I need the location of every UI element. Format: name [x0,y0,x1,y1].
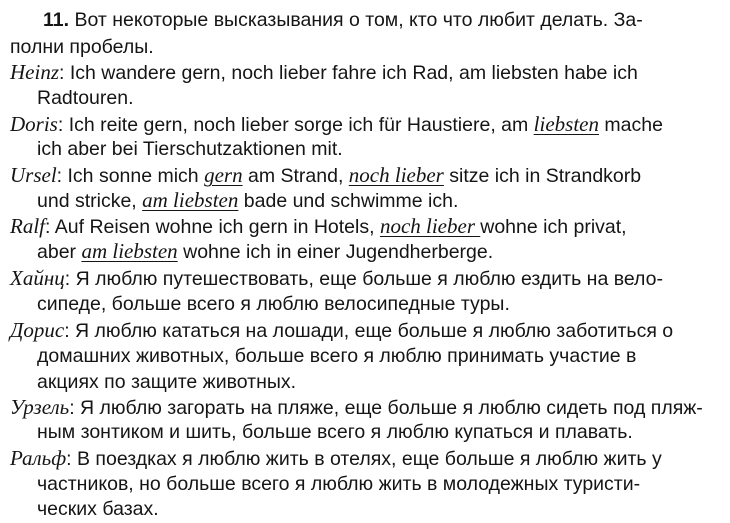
heinz-ru-text-1: : Я люблю путешествовать, еще больше я люблю ездить на вело- [64,268,663,290]
ralf-ru-text-2: частников, но больше всего я люблю жить в молодежных туристи- [37,473,641,495]
ursel-ru-text-1: : Я люблю загорать на пляже, еще больше я люблю сидеть под пляж- [69,397,703,419]
doris-ru-text-1: : Я люблю кататься на лошади, еще больше я люблю заботиться о [64,320,674,342]
fill-in-noch-lieber: noch lieber [348,163,444,187]
doris-ru-text-2: домашних животных, больше всего я люблю принимать участие в [37,345,637,367]
exercise-number: 11. [43,9,70,31]
doris-line1 [10,112,663,137]
ralf-text-1b: wohne ich privat, [480,216,627,238]
instruction-text-2: полни пробелы. [10,36,154,58]
heinz-text-2: Radtouren. [37,87,134,109]
ursel-text-2b: bade und schwimme ich. [238,190,459,212]
fill-in-liebsten: liebsten [533,112,599,136]
doris-ru-line3 [37,370,296,394]
heinz-ru-line1 [10,266,663,291]
ralf-ru-text-3: ческих базах. [37,498,159,520]
exercise-instruction-line1 [43,8,643,32]
ralf-text-1a: : Auf Reisen wohne ich gern in Hotels, [45,216,380,238]
ursel-ru-line1 [10,395,703,420]
instruction-text-1: Вот некоторые высказывания о том, кто что любит делать. За- [69,9,643,31]
heinz-line2 [37,86,133,110]
speaker-heinz-ru: Хайнц [10,266,65,290]
ursel-ru-text-2: ным зонтиком и шить, больше всего я люблю купаться и плавать. [37,421,633,443]
ralf-line1 [10,214,627,239]
ursel-line2 [37,188,458,213]
speaker-ralf: Ralf [10,214,45,238]
ursel-text-2a: und stricke, [37,190,143,212]
ursel-text-1b: am Strand, [242,165,349,187]
doris-ru-line1 [10,318,673,343]
exercise-instruction-line2 [10,35,154,59]
ursel-ru-line2 [37,420,633,444]
ralf-ru-text-1: : В поездках я люблю жить в отелях, еще больше я люблю жить у [66,448,662,470]
fill-in-noch-lieber: noch lieber [379,214,481,238]
heinz-ru-text-2: сипеде, больше всего я люблю велосипедные туры. [37,293,510,315]
ralf-ru-line1 [10,446,662,471]
ralf-text-2b: wohne ich in einer Jugendherberge. [177,241,494,263]
doris-ru-text-3: акциях по защите животных. [37,371,297,393]
doris-text-2: ich aber bei Tierschutzaktionen mit. [37,138,343,160]
doris-text-1b: mache [599,114,663,136]
heinz-ru-line2 [37,292,510,316]
speaker-heinz: Heinz [10,60,59,84]
fill-in-am-liebsten: am liebsten [142,188,239,212]
heinz-line1 [10,60,638,85]
doris-text-1a: : Ich reite gern, noch lieber sorge ich für Haustiere, am [57,114,534,136]
ursel-text-1c: sitze ich in Strandkorb [443,165,642,187]
ralf-ru-line3 [37,497,159,521]
speaker-ursel-ru: Урзель [10,395,70,419]
speaker-doris: Doris [10,112,58,136]
ralf-line2 [37,239,493,264]
fill-in-gern: gern [204,163,243,187]
speaker-ralf-ru: Ральф [10,446,67,470]
doris-line2 [37,137,343,161]
ralf-text-2a: aber [37,241,82,263]
doris-ru-line2 [37,344,636,368]
fill-in-am-liebsten: am liebsten [81,239,178,263]
ursel-line1 [10,163,641,188]
heinz-text-1: : Ich wandere gern, noch lieber fahre ich Rad, am liebsten habe ich [59,62,638,84]
ralf-ru-line2 [37,472,640,496]
speaker-doris-ru: Дорис [10,318,65,342]
ursel-text-1a: : Ich sonne mich [56,165,205,187]
speaker-ursel: Ursel [10,163,57,187]
